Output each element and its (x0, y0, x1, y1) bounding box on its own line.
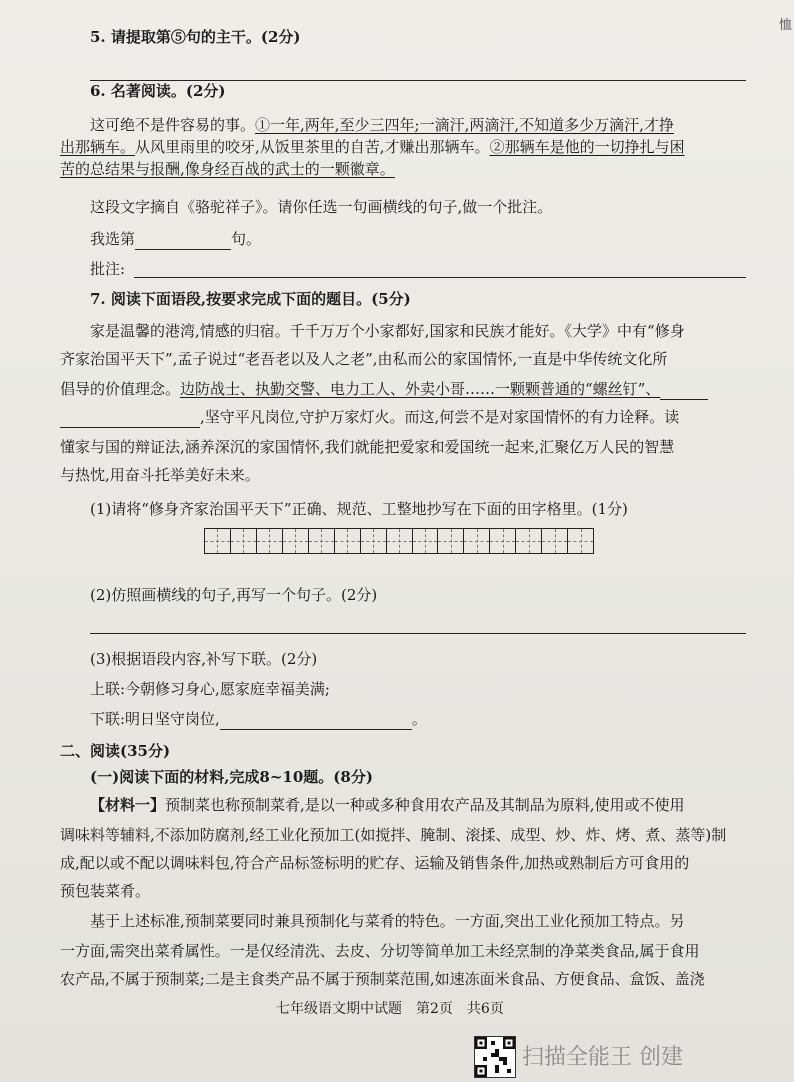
q6-note-line[interactable] (134, 277, 746, 278)
q6-underlined-1: ①一年,两年,至少三四年;一滴汗,两滴汗,不知道多少万滴汗,才挣 (255, 116, 674, 134)
q7-line-4 (60, 406, 679, 428)
grid-cell[interactable] (568, 529, 593, 553)
qr-code-icon (474, 1036, 516, 1078)
q6-passage-line-1 (90, 114, 674, 136)
couplet-lower-blank[interactable] (220, 711, 412, 730)
q6-title: 6. 名著阅读。(2分) (90, 82, 226, 100)
couplet-lower-end: 。 (411, 710, 427, 728)
q7-sub3: (3)根据语段内容,补写下联。(2分) (90, 650, 318, 668)
para-line-3: 农产品,不属于预制菜;二是主食类产品不属于预制菜范围,如速冻面米食品、方便食品、盒饭、盖浇 (60, 970, 705, 988)
para-line-1: 基于上述标准,预制菜要同时兼具预制化与菜肴的特色。一方面,突出工业化预加工特点。另 (90, 912, 685, 930)
q7-line-2: 齐家治国平天下”,孟子说过“老吾老以及人之老”,由私而公的家国情怀,一直是中华传统文化所 (60, 350, 668, 368)
grid-cell[interactable] (490, 529, 516, 553)
q7-sub2-answer-line[interactable] (90, 633, 746, 634)
page-edge-mark: 恤 (778, 18, 792, 33)
q6-choose-suffix: 句。 (231, 230, 262, 248)
q7-line-3 (60, 378, 708, 400)
section-2-title: 二、阅读(35分) (60, 742, 171, 760)
q7-line-1: 家是温馨的港湾,情感的归宿。千千万万个小家都好,国家和民族才能好。《大学》中有“修身 (90, 322, 685, 340)
q6-passage-line-2 (60, 136, 685, 158)
q7-line-5: 懂家与国的辩证法,涵养深沉的家国情怀,我们就能把爱家和爱国统一起来,汇聚亿万人民的智慧 (60, 438, 675, 456)
q6-text-2: 从风里雨里的咬牙,从饭里茶里的自苦,才赚出那辆车。 (135, 138, 490, 156)
grid-cell[interactable] (231, 529, 257, 553)
grid-cell[interactable] (257, 529, 283, 553)
q6-underlined-2: ②那辆车是他的一切挣扎与困 (489, 138, 685, 156)
grid-cell[interactable] (464, 529, 490, 553)
q6-instruction: 这段文字摘自《骆驼祥子》。请你任选一句画横线的句子,做一个批注。 (90, 198, 553, 216)
q7-title: 7. 阅读下面语段,按要求完成下面的题目。(5分) (90, 290, 411, 308)
q6-choose-line (90, 228, 261, 250)
grid-cell[interactable] (283, 529, 309, 553)
grid-cell[interactable] (335, 529, 361, 553)
grid-cell[interactable] (438, 529, 464, 553)
q6-underlined-2b: 苦的总结果与报酬,像身经百战的武士的一颗徽章。 (60, 160, 395, 178)
material-1-line-1 (90, 794, 685, 816)
q7-sub1: (1)请将“修身齐家治国平天下”正确、规范、工整地抄写在下面的田字格里。(1分) (90, 500, 628, 518)
q7-sub2: (2)仿照画横线的句子,再写一个句子。(2分) (90, 586, 378, 604)
grid-cell[interactable] (309, 529, 335, 553)
q7-blank-a[interactable] (660, 381, 708, 400)
couplet-upper: 上联:今朝修习身心,愿家庭幸福美满; (90, 680, 330, 698)
grid-cell[interactable] (387, 529, 413, 553)
couplet-lower-line (90, 708, 427, 730)
grid-cell[interactable] (516, 529, 542, 553)
grid-cell[interactable] (205, 529, 231, 553)
grid-cell[interactable] (361, 529, 387, 553)
grid-cell[interactable] (413, 529, 439, 553)
para-line-2: 一方面,需突出菜肴属性。一是仅经清洗、去皮、分切等简单加工未经烹制的净菜类食品,属于食用 (60, 942, 700, 960)
q6-passage-line-3 (60, 158, 395, 180)
q6-note-label: 批注: (90, 260, 126, 278)
q6-choose-label: 我选第 (90, 230, 136, 248)
q6-text: 这可绝不是件容易的事。 (90, 116, 256, 134)
scanner-watermark: 扫描全能王 创建 (522, 1045, 683, 1070)
q5-title: 5. 请提取第⑤句的主干。(2分) (90, 28, 301, 46)
tianzi-grid[interactable] (204, 528, 594, 554)
couplet-lower-label: 下联:明日坚守岗位, (90, 710, 220, 728)
material-1-label: 【材料一】 (90, 796, 166, 814)
grid-cell[interactable] (542, 529, 568, 553)
q7-text-4: ,坚守平凡岗位,守护万家灯火。而这,何尝不是对家国情怀的有力诠释。读 (200, 408, 680, 426)
material-1-line-2: 调味料等辅料,不添加防腐剂,经工业化预加工(如搅拌、腌制、滚揉、成型、炒、炸、烤、煮、蒸等)制 (60, 826, 727, 844)
material-1-text-1: 预制菜也称预制菜肴,是以一种或多种食用农产品及其制品为原料,使用或不使用 (165, 796, 685, 814)
page-footer: 七年级语文期中试题 第2页 共6页 (276, 1001, 504, 1017)
q7-blank-b[interactable] (60, 409, 200, 428)
q7-underlined-sentence: 边防战士、执勤交警、电力工人、外卖小哥……一颗颗普通的“螺丝钉”、 (180, 380, 661, 398)
q6-choose-blank[interactable] (135, 231, 231, 250)
q7-line-6: 与热忱,用奋斗托举美好未来。 (60, 466, 260, 484)
material-1-line-3: 成,配以或不配以调味料包,符合产品标签标明的贮存、运输及销售条件,加热或熟制后方可食用的 (60, 854, 690, 872)
section-2-subtitle: (一)阅读下面的材料,完成8~10题。(8分) (90, 768, 373, 786)
q6-underlined-1b: 出那辆车。 (60, 138, 136, 156)
material-1-line-4: 预包装菜肴。 (60, 882, 151, 900)
q7-text-3a: 倡导的价值理念。 (60, 380, 181, 398)
